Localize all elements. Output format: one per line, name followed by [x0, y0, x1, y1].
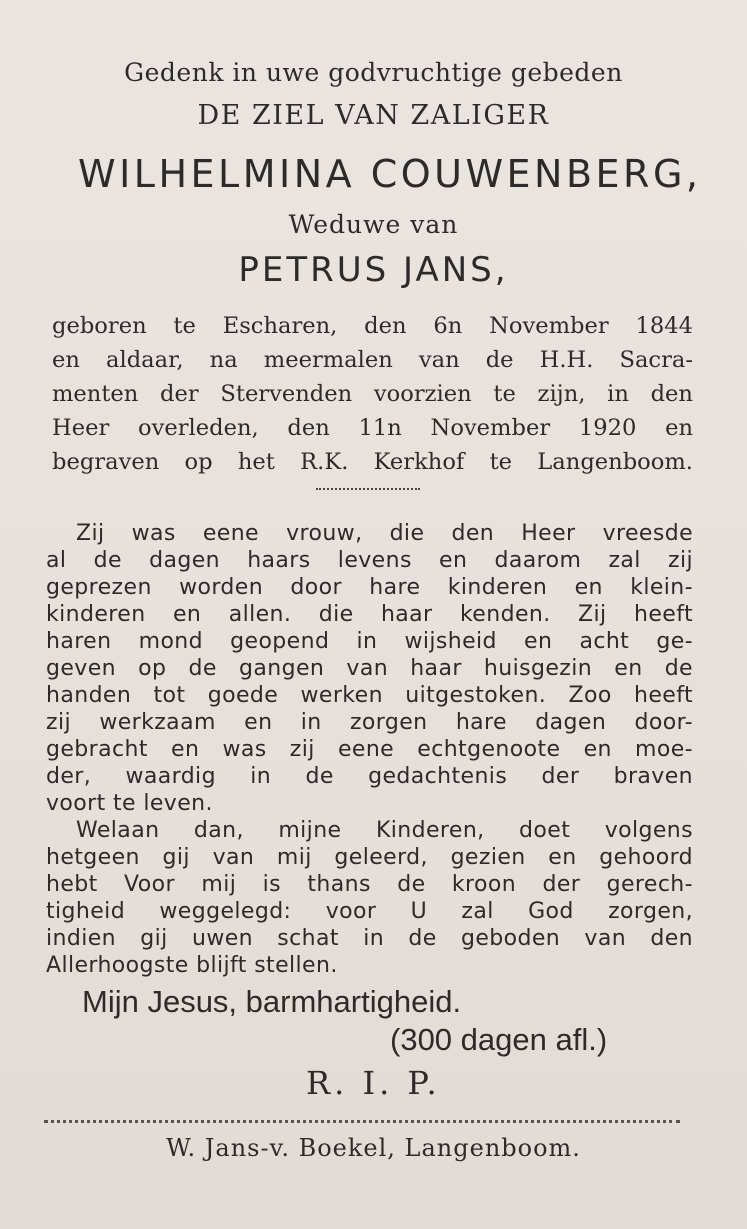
tribute-line: geven op de gangen van haar huisgezin en de	[46, 656, 693, 681]
tribute-line: haren mond geopend in wijsheid en acht ge-	[46, 629, 693, 654]
footer-divider	[44, 1120, 680, 1127]
farewell-line: hebt Voor mij is thans de kroon der gerech-	[46, 872, 693, 897]
subheader-line: DE ZIEL VAN ZALIGER	[197, 100, 550, 131]
header-line: Gedenk in uwe godvruchtige gebeden	[124, 58, 623, 87]
bio-line: Heer overleden, den 11n November 1920 en	[52, 415, 693, 441]
tribute-line: geprezen worden door hare kinderen en klein-	[46, 575, 693, 600]
printer-credit: W. Jans-v. Boekel, Langenboom.	[166, 1134, 581, 1162]
tribute-line: gebracht en was zij eene echtgenoote en moe-	[46, 737, 693, 762]
tribute-line: kinderen en allen. die haar kenden. Zij heeft	[46, 602, 693, 627]
bio-line: begraven op het R.K. Kerkhof te Langenboom.	[52, 449, 693, 475]
indulgence-line: (300 dagen afl.)	[390, 1022, 608, 1057]
biography-block	[52, 309, 693, 479]
tribute-line: al de dagen haars levens en daarom zal zij	[46, 548, 693, 573]
farewell-line: tigheid weggelegd: voor U zal God zorgen,	[46, 899, 693, 924]
tribute-line: Zij was eene vrouw, die den Heer vreesde	[76, 521, 693, 546]
tribute-paragraph	[46, 520, 693, 817]
relation-line: Weduwe van	[288, 210, 459, 239]
dotted-divider	[316, 488, 420, 494]
farewell-line: Allerhoogste blijft stellen.	[46, 953, 338, 978]
rip-line: R. I. P.	[306, 1064, 441, 1102]
tribute-line: der, waardig in de gedachtenis der braven	[46, 764, 693, 789]
bio-line: geboren te Escharen, den 6n November 1844	[52, 313, 693, 339]
tribute-line: handen tot goede werken uitgestoken. Zoo heeft	[46, 683, 693, 708]
farewell-paragraph	[46, 817, 693, 979]
farewell-line: Welaan dan, mijne Kinderen, doet volgens	[76, 818, 693, 843]
bio-line: menten der Stervenden voorzien te zijn, in den	[52, 381, 693, 407]
farewell-line: hetgeen gij van mij geleerd, gezien en gehoord	[46, 845, 693, 870]
spouse-name: PETRUS JANS,	[238, 250, 509, 290]
tribute-line: voort te leven.	[46, 791, 213, 816]
prayer-line: Mijn Jesus, barmhartigheid.	[82, 984, 462, 1019]
farewell-line: indien gij uwen schat in de geboden van den	[46, 926, 693, 951]
tribute-line: zij werkzaam en in zorgen hare dagen door-	[46, 710, 693, 735]
deceased-name: WILHELMINA COUWENBERG,	[78, 152, 702, 196]
bio-line: en aldaar, na meermalen van de H.H. Sacra-	[52, 347, 693, 373]
